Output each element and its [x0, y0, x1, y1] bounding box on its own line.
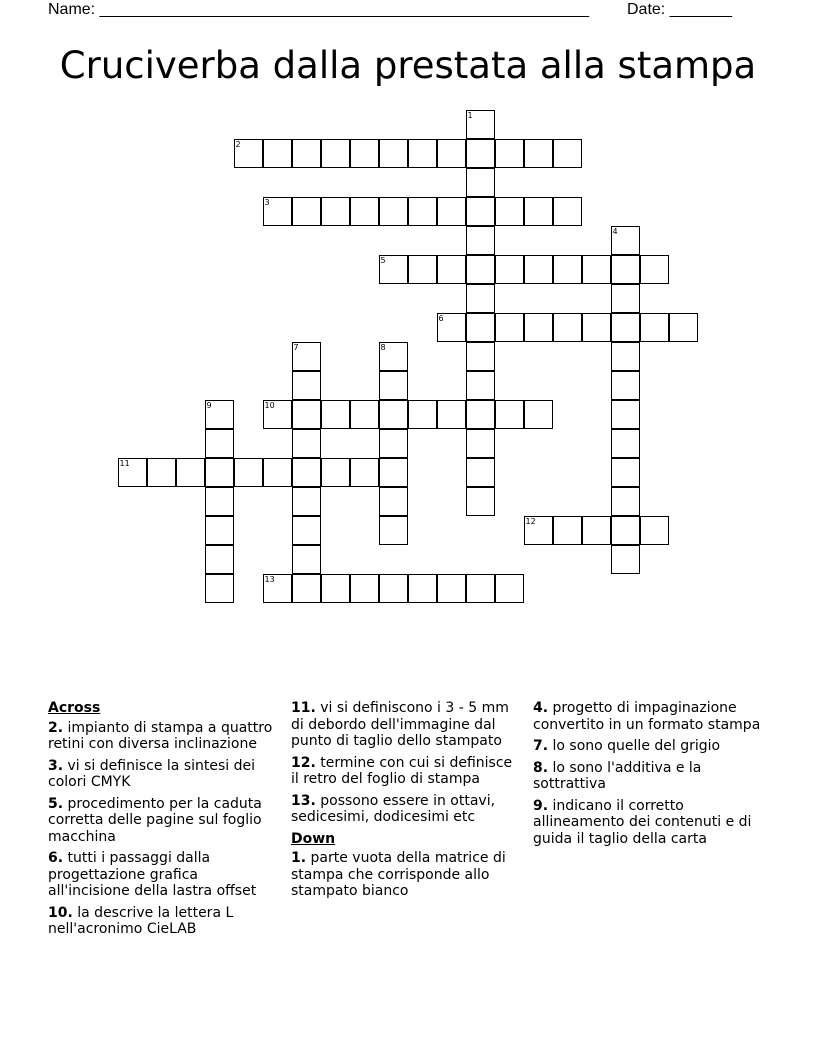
crossword-cell[interactable] [466, 487, 495, 516]
crossword-cell[interactable] [379, 255, 408, 284]
crossword-cell[interactable] [205, 429, 234, 458]
crossword-cell[interactable] [176, 458, 205, 487]
crossword-cell[interactable] [321, 139, 350, 168]
clue-number: 5 [380, 256, 386, 265]
crossword-cell[interactable] [234, 458, 263, 487]
crossword-cell[interactable] [611, 284, 640, 313]
crossword-cell[interactable] [466, 168, 495, 197]
crossword-cell[interactable] [466, 284, 495, 313]
crossword-cell[interactable] [611, 255, 640, 284]
crossword-cell[interactable] [379, 487, 408, 516]
clue-across-11: 11. vi si definiscono i 3 - 5 mm di debordo dell'immagine dal punto di taglio dello stampato [291, 700, 509, 749]
crossword-cell[interactable] [640, 516, 669, 545]
clues-column-2 [291, 700, 523, 905]
crossword-cell[interactable] [582, 313, 611, 342]
clue-number: 3 [264, 198, 270, 207]
crossword-cell[interactable] [292, 371, 321, 400]
clue-number: 10 [264, 401, 275, 410]
crossword-cell[interactable] [292, 545, 321, 574]
crossword-cell[interactable] [582, 255, 611, 284]
crossword-cell[interactable] [611, 516, 640, 545]
crossword-cell[interactable] [408, 574, 437, 603]
crossword-cell[interactable] [321, 197, 350, 226]
crossword-cell[interactable] [437, 574, 466, 603]
crossword-cell[interactable] [611, 400, 640, 429]
clue-number: 12 [525, 517, 536, 526]
crossword-cell[interactable] [437, 139, 466, 168]
crossword-cell[interactable] [292, 342, 321, 371]
crossword-cell[interactable] [234, 139, 263, 168]
crossword-cell[interactable] [466, 255, 495, 284]
crossword-cell[interactable] [321, 574, 350, 603]
crossword-cell[interactable] [524, 255, 553, 284]
crossword-cell[interactable] [408, 139, 437, 168]
crossword-cell[interactable] [524, 139, 553, 168]
clues-column-1 [48, 700, 283, 943]
crossword-cell[interactable] [669, 313, 698, 342]
crossword-cell[interactable] [379, 400, 408, 429]
crossword-cell[interactable] [205, 400, 234, 429]
crossword-cell[interactable] [466, 139, 495, 168]
crossword-cell[interactable] [350, 458, 379, 487]
clue-number: 13 [264, 575, 275, 584]
crossword-cell[interactable] [118, 458, 147, 487]
crossword-cell[interactable] [292, 197, 321, 226]
clue-number: 7 [293, 343, 299, 352]
clue-down-7: 7. lo sono quelle del grigio [533, 738, 721, 754]
clue-number: 9 [206, 401, 212, 410]
crossword-cell[interactable] [466, 400, 495, 429]
crossword-cell[interactable] [350, 400, 379, 429]
crossword-cell[interactable] [524, 313, 553, 342]
crossword-cell[interactable] [495, 139, 524, 168]
crossword-cell[interactable] [466, 342, 495, 371]
crossword-cell[interactable] [553, 197, 582, 226]
crossword-cell[interactable] [292, 487, 321, 516]
date-field-label: Date: _______ [627, 1, 732, 18]
crossword-cell[interactable] [205, 458, 234, 487]
crossword-cell[interactable] [611, 545, 640, 574]
crossword-cell[interactable] [437, 400, 466, 429]
crossword-cell[interactable] [466, 429, 495, 458]
crossword-cell[interactable] [292, 429, 321, 458]
crossword-cell[interactable] [524, 197, 553, 226]
crossword-cell[interactable] [466, 197, 495, 226]
crossword-cell[interactable] [640, 313, 669, 342]
crossword-cell[interactable] [553, 516, 582, 545]
crossword-cell[interactable] [408, 197, 437, 226]
clues-column-3 [533, 700, 763, 852]
clue-across-12: 12. termine con cui si definisce il retro del foglio di stampa [291, 754, 513, 787]
crossword-cell[interactable] [611, 458, 640, 487]
crossword-cell[interactable] [495, 313, 524, 342]
clue-number: 2 [235, 140, 241, 149]
clue-across-6: 6. tutti i passaggi dalla progettazione grafica all'incisione della lastra offset [48, 850, 257, 899]
clue-down-1: 1. parte vuota della matrice di stampa che corrisponde allo stampato bianco [291, 850, 506, 899]
crossword-cell[interactable] [553, 139, 582, 168]
crossword-cell[interactable] [408, 255, 437, 284]
crossword-cell[interactable] [263, 400, 292, 429]
crossword-cell[interactable] [408, 400, 437, 429]
clue-across-2: 2. impianto di stampa a quattro retini con diversa inclinazione [48, 719, 273, 752]
crossword-cell[interactable] [350, 197, 379, 226]
crossword-cell[interactable] [524, 400, 553, 429]
crossword-cell[interactable] [611, 342, 640, 371]
crossword-cell[interactable] [437, 313, 466, 342]
clue-across-3: 3. vi si definisce la sintesi dei colori CMYK [48, 757, 256, 790]
clue-number: 1 [467, 111, 473, 120]
crossword-cell[interactable] [553, 313, 582, 342]
crossword-cell[interactable] [263, 458, 292, 487]
crossword-cell[interactable] [350, 574, 379, 603]
clue-number: 11 [119, 459, 130, 468]
crossword-cell[interactable] [321, 400, 350, 429]
clue-down-9: 9. indicano il corretto allineamento dei contenuti e di guida il taglio della carta [533, 797, 752, 847]
crossword-cell[interactable] [147, 458, 176, 487]
crossword-cell[interactable] [350, 139, 379, 168]
crossword-cell[interactable] [321, 458, 350, 487]
crossword-cell[interactable] [437, 255, 466, 284]
crossword-cell[interactable] [263, 197, 292, 226]
crossword-cell[interactable] [495, 574, 524, 603]
clue-down-4: 4. progetto di impaginazione convertito in un formato stampa [533, 700, 761, 733]
crossword-cell[interactable] [379, 371, 408, 400]
page-title: Cruciverba dalla prestata alla stampa [59, 44, 757, 87]
crossword-cell[interactable] [466, 226, 495, 255]
crossword-cell[interactable] [205, 487, 234, 516]
crossword-cell[interactable] [379, 574, 408, 603]
crossword-cell[interactable] [379, 197, 408, 226]
clue-number: 8 [380, 343, 386, 352]
across-heading: Across [48, 700, 101, 716]
crossword-cell[interactable] [379, 516, 408, 545]
crossword-cell[interactable] [263, 574, 292, 603]
crossword-cell[interactable] [495, 197, 524, 226]
crossword-cell[interactable] [379, 458, 408, 487]
crossword-cell[interactable] [379, 342, 408, 371]
crossword-cell[interactable] [205, 545, 234, 574]
clue-number: 4 [612, 227, 618, 236]
crossword-cell[interactable] [582, 516, 611, 545]
crossword-cell[interactable] [205, 574, 234, 603]
clue-across-10: 10. la descrive la lettera L nell'acronimo CieLAB [48, 904, 234, 937]
crossword-cell[interactable] [611, 371, 640, 400]
crossword-cell[interactable] [263, 139, 292, 168]
crossword-cell[interactable] [466, 574, 495, 603]
crossword-cell[interactable] [379, 139, 408, 168]
crossword-cell[interactable] [466, 313, 495, 342]
clue-number: 6 [438, 314, 444, 323]
down-heading: Down [291, 830, 336, 847]
crossword-cell[interactable] [611, 487, 640, 516]
crossword-cell[interactable] [611, 429, 640, 458]
clue-across-5: 5. procedimento per la caduta corretta delle pagine sul foglio macchina [48, 795, 262, 845]
clue-down-8: 8. lo sono l'additiva e la sottrattiva [533, 759, 702, 792]
crossword-cell[interactable] [466, 371, 495, 400]
name-field-label: Name: _______________________________________________________ [48, 1, 589, 18]
crossword-cell[interactable] [292, 516, 321, 545]
crossword-cell[interactable] [640, 255, 669, 284]
crossword-cell[interactable] [611, 313, 640, 342]
crossword-cell[interactable] [292, 458, 321, 487]
crossword-cell[interactable] [495, 255, 524, 284]
crossword-cell[interactable] [524, 516, 553, 545]
crossword-cell[interactable] [437, 197, 466, 226]
crossword-cell[interactable] [379, 429, 408, 458]
crossword-cell[interactable] [205, 516, 234, 545]
clue-across-13: 13. possono essere in ottavi, sedicesimi, dodicesimi etc [291, 792, 496, 825]
crossword-cell[interactable] [611, 226, 640, 255]
crossword-cell[interactable] [466, 110, 495, 139]
crossword-cell[interactable] [292, 574, 321, 603]
crossword-cell[interactable] [553, 255, 582, 284]
crossword-cell[interactable] [495, 400, 524, 429]
crossword-cell[interactable] [292, 139, 321, 168]
crossword-cell[interactable] [466, 458, 495, 487]
crossword-cell[interactable] [292, 400, 321, 429]
